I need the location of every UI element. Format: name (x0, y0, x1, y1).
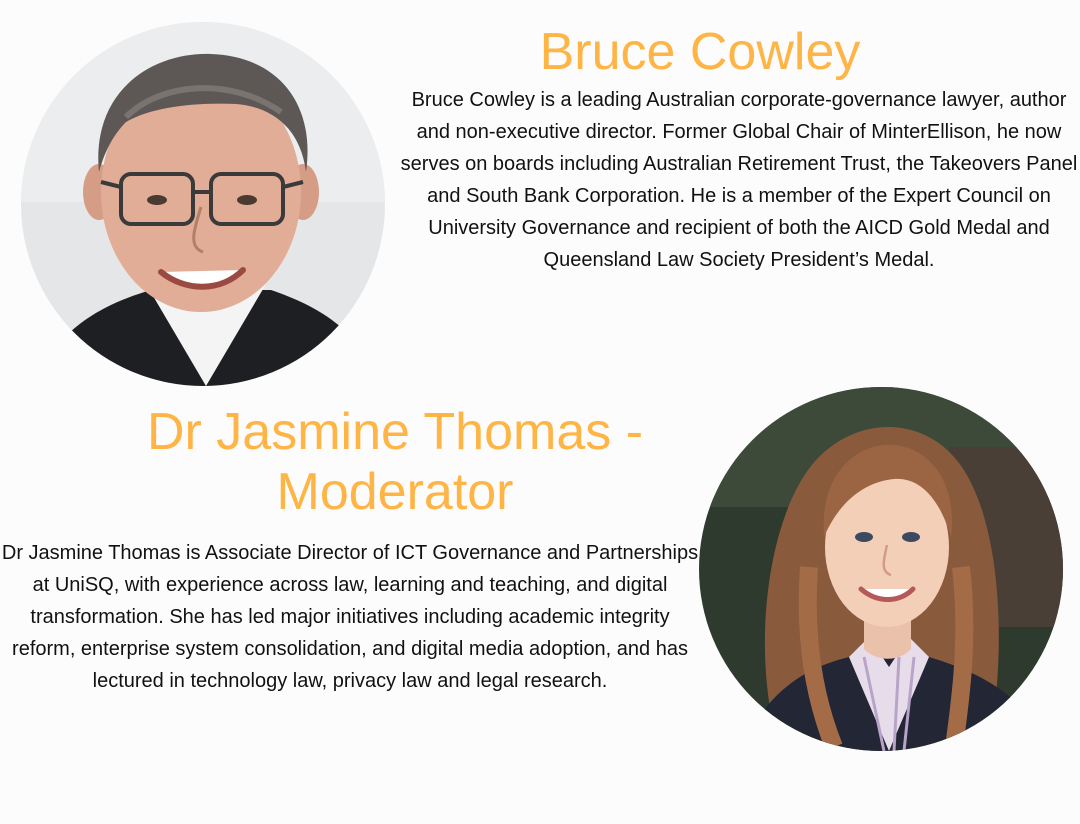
speaker-photo-jasmine-thomas (699, 387, 1063, 751)
speaker-photo-bruce-cowley (21, 22, 385, 386)
speaker-bio: Dr Jasmine Thomas is Associate Director of ICT Governance and Partnerships at UniSQ, with experience across law, learning and teaching, and digital transformation. She has led major initiatives including academic integrity reform, enterprise system consolidation, and digital media adoption, and has lectured in technology law, privacy law and legal research. (1, 542, 699, 692)
speaker-name: Bruce Cowley (539, 23, 861, 81)
speaker-name: Dr Jasmine Thomas - Moderator (146, 403, 644, 521)
speaker-bio: Bruce Cowley is a leading Australian corporate-governance lawyer, author and non-executive director. Former Global Chair of MinterEllison, he now serves on boards including Australian Retirement Trust, the Takeovers Panel and South Bank Corporation. He is a member of the Expert Council on University Governance and recipient of both the AICD Gold Medal and Queensland Law Society President’s Medal. (400, 89, 1078, 271)
